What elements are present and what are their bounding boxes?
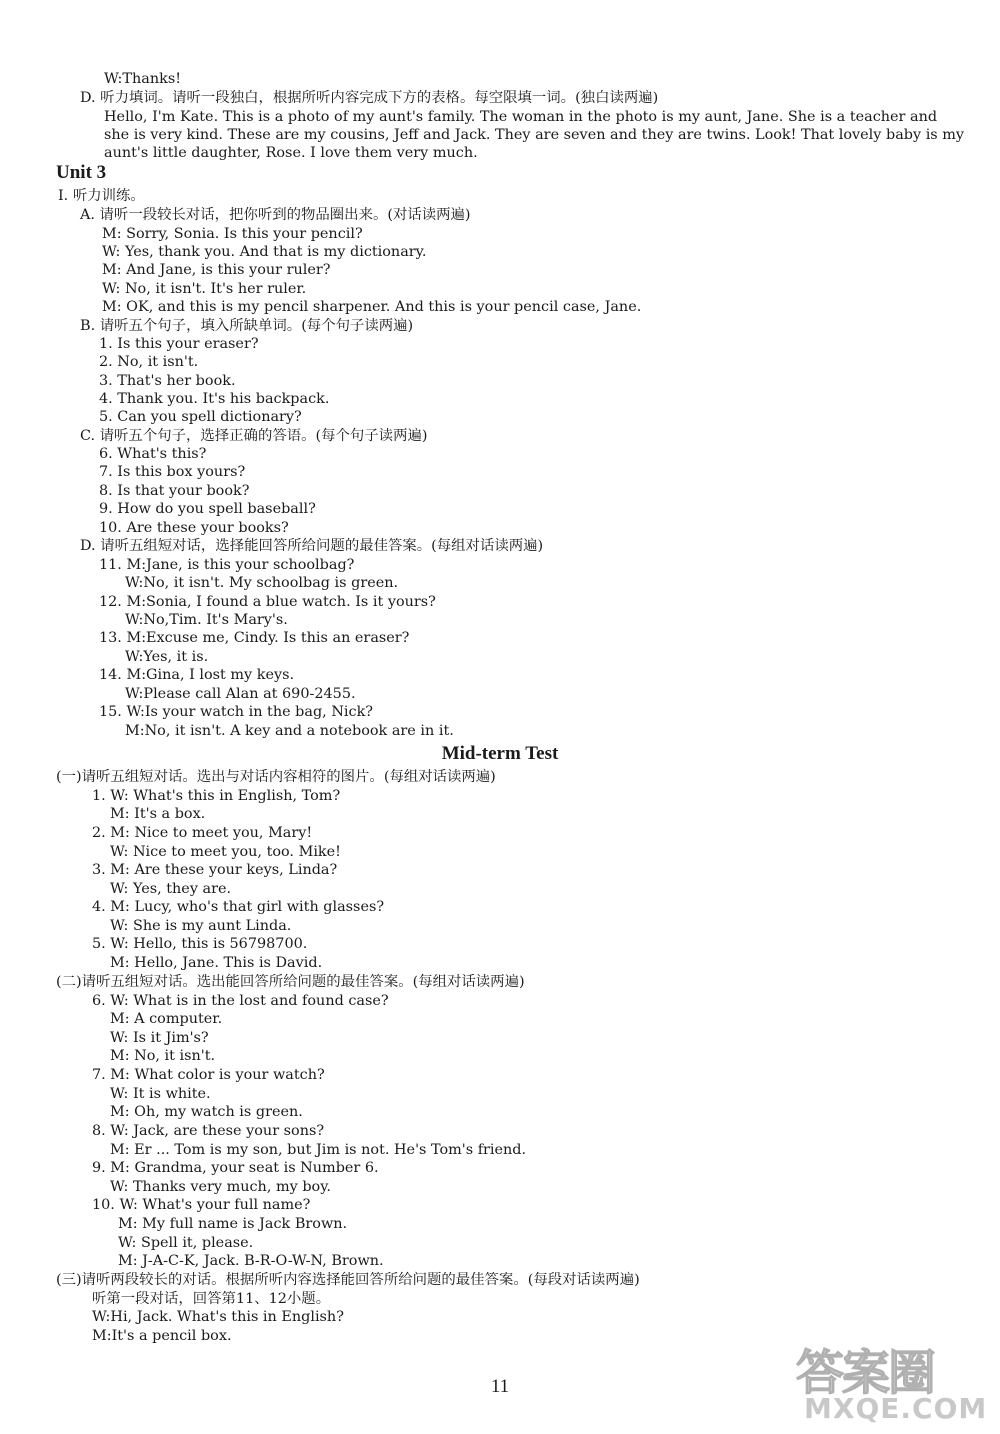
dialogue-line: 13. M:Excuse me, Cindy. Is this an eraser? <box>99 630 410 646</box>
list-item: 7. Is this box yours? <box>99 464 246 480</box>
dialogue-line: M: OK, and this is my pencil sharpener. And this is your pencil case, Jane. <box>102 299 642 315</box>
dialogue-line: W: Spell it, please. <box>118 1235 254 1251</box>
dialogue-line: W: She is my aunt Linda. <box>110 918 292 934</box>
dialogue-line: 3. M: Are these your keys, Linda? <box>92 862 338 878</box>
list-item: 6. What's this? <box>99 446 207 462</box>
dialogue-line: M: It's a box. <box>110 806 206 822</box>
sub-instruction: 听第一段对话，回答第11、12小题。 <box>92 1291 331 1307</box>
section-heading: Ⅰ. 听力训练。 <box>58 188 145 204</box>
dialogue-line: W:Please call Alan at 690-2455. <box>125 686 356 702</box>
list-item: 9. How do you spell baseball? <box>99 501 316 517</box>
section-instruction: (二)请听五组短对话。选出能回答所给问题的最佳答案。(每组对话读两遍) <box>56 974 525 990</box>
dialogue-line: 5. W: Hello, this is 56798700. <box>92 936 308 952</box>
monologue-line: Hello, I'm Kate. This is a photo of my aunt's family. The woman in the photo is my aunt, Jane. She is a teacher and <box>104 109 938 125</box>
dialogue-line: 15. W:Is your watch in the bag, Nick? <box>99 704 374 720</box>
section-instruction: D. 听力填词。请听一段独白，根据所听内容完成下方的表格。每空限填一词。(独白读两遍) <box>80 90 659 106</box>
dialogue-line: 14. M:Gina, I lost my keys. <box>99 667 295 683</box>
list-item: 8. Is that your book? <box>99 483 250 499</box>
dialogue-line: W:Yes, it is. <box>125 649 209 665</box>
section-instruction: B. 请听五个句子，填入所缺单词。(每个句子读两遍) <box>80 318 414 334</box>
unit-title: Unit 3 <box>56 162 107 183</box>
list-item: 10. Are these your books? <box>99 520 289 536</box>
test-title: Mid-term Test <box>441 743 559 764</box>
dialogue-line: W: Yes, thank you. And that is my dictionary. <box>102 244 427 260</box>
dialogue-line: 11. M:Jane, is this your schoolbag? <box>99 557 355 573</box>
monologue-line: aunt's little daughter, Rose. I love them very much. <box>104 145 478 161</box>
dialogue-line: 2. M: Nice to meet you, Mary! <box>92 825 313 841</box>
watermark-logo <box>796 1334 986 1424</box>
dialogue-line: W:No,Tim. It's Mary's. <box>125 612 288 628</box>
dialogue-line: W:No, it isn't. My schoolbag is green. <box>125 575 399 591</box>
dialogue-line: M: Hello, Jane. This is David. <box>110 955 323 971</box>
dialogue-line: M: Sorry, Sonia. Is this your pencil? <box>102 226 363 242</box>
dialogue-line: 1. W: What's this in English, Tom? <box>92 788 341 804</box>
dialogue-line: M: A computer. <box>110 1011 223 1027</box>
dialogue-line: M: Oh, my watch is green. <box>110 1104 303 1120</box>
list-item: 2. No, it isn't. <box>99 354 199 370</box>
section-instruction: (三)请听两段较长的对话。根据所听内容选择能回答所给问题的最佳答案。(每段对话读两遍) <box>56 1272 640 1288</box>
dialogue-line: W: Thanks very much, my boy. <box>110 1179 331 1195</box>
list-item: 1. Is this your eraser? <box>99 336 259 352</box>
section-instruction: (一)请听五组短对话。选出与对话内容相符的图片。(每组对话读两遍) <box>56 769 496 785</box>
list-item: 5. Can you spell dictionary? <box>99 409 302 425</box>
dialogue-line: W: It is white. <box>110 1086 211 1102</box>
page-number: 11 <box>490 1376 510 1397</box>
dialogue-line: M:It's a pencil box. <box>92 1328 232 1344</box>
dialogue-line: 9. M: Grandma, your seat is Number 6. <box>92 1160 379 1176</box>
dialogue-line: 6. W: What is in the lost and found case? <box>92 993 389 1009</box>
dialogue-line: 4. M: Lucy, who's that girl with glasses? <box>92 899 385 915</box>
list-item: 3. That's her book. <box>99 373 236 389</box>
dialogue-line: W: Yes, they are. <box>110 881 232 897</box>
dialogue-line: M: My full name is Jack Brown. <box>118 1216 348 1232</box>
dialogue-line: M: J-A-C-K, Jack. B-R-O-W-N, Brown. <box>118 1253 384 1269</box>
list-item: 4. Thank you. It's his backpack. <box>99 391 330 407</box>
dialogue-line: W:Thanks! <box>104 71 181 87</box>
dialogue-line: W: Is it Jim's? <box>110 1030 209 1046</box>
section-instruction: A. 请听一段较长对话，把你听到的物品圈出来。(对话读两遍) <box>80 207 471 223</box>
dialogue-line: 12. M:Sonia, I found a blue watch. Is it yours? <box>99 594 436 610</box>
dialogue-line: 10. W: What's your full name? <box>92 1197 311 1213</box>
watermark-glyphs: 答案圈 <box>796 1345 935 1401</box>
watermark-url: MXQE.COM <box>804 1392 988 1425</box>
dialogue-line: M: Er ... Tom is my son, but Jim is not. He's Tom's friend. <box>110 1142 527 1158</box>
dialogue-line: W:Hi, Jack. What's this in English? <box>92 1309 344 1325</box>
section-instruction: D. 请听五组短对话，选择能回答所给问题的最佳答案。(每组对话读两遍) <box>80 538 544 554</box>
dialogue-line: M: And Jane, is this your ruler? <box>102 262 331 278</box>
section-instruction: C. 请听五个句子，选择正确的答语。(每个句子读两遍) <box>80 428 428 444</box>
dialogue-line: M:No, it isn't. A key and a notebook are in it. <box>125 723 454 739</box>
dialogue-line: M: No, it isn't. <box>110 1048 216 1064</box>
dialogue-line: W: Nice to meet you, too. Mike! <box>110 844 341 860</box>
monologue-line: she is very kind. These are my cousins, Jeff and Jack. They are seven and they are twins. Look! That lovely baby is my <box>104 127 965 143</box>
dialogue-line: 8. W: Jack, are these your sons? <box>92 1123 325 1139</box>
dialogue-line: 7. M: What color is your watch? <box>92 1067 325 1083</box>
dialogue-line: W: No, it isn't. It's her ruler. <box>102 281 307 297</box>
